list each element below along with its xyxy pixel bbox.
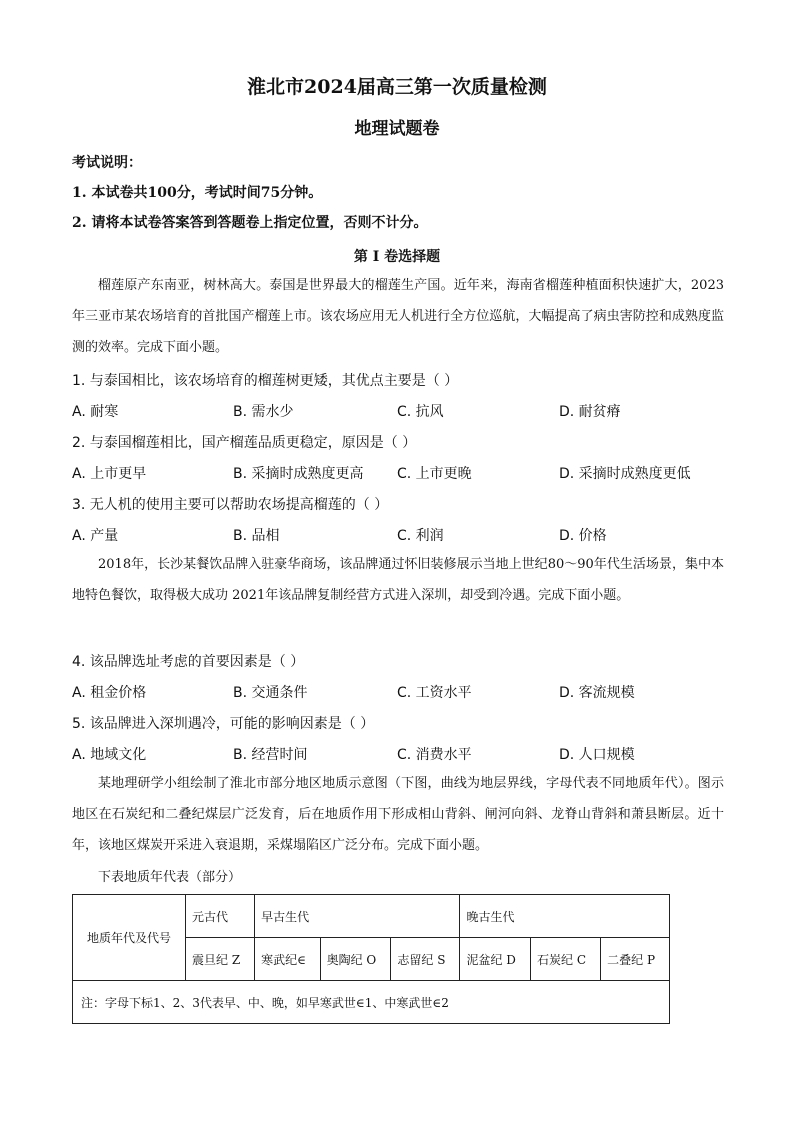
- option: B. 品相: [233, 528, 280, 544]
- option: B. 交通条件: [233, 685, 308, 701]
- page-title: 淮北市2024届高三第一次质量检测: [247, 76, 547, 98]
- option: A. 耐寒: [72, 404, 119, 420]
- option: C. 抗风: [397, 404, 444, 420]
- question-stem: 3. 无人机的使用主要可以帮助农场提高榴莲的（ ）: [72, 497, 389, 513]
- table-footnote: 注：字母下标1、2、3代表早、中、晚，如早寒武世∈1、中寒武世∈2: [73, 981, 670, 1024]
- option: D. 人口规模: [559, 747, 635, 763]
- period-cell: 二叠纪 P: [601, 938, 670, 981]
- option: C. 工资水平: [397, 685, 472, 701]
- instruction-item: 1. 本试卷共100分，考试时间75分钟。: [72, 185, 323, 201]
- period-cell: 寒武纪∈: [255, 938, 320, 981]
- period-cell: 志留纪 S: [391, 938, 460, 981]
- passage-durian: 榴莲原产东南亚，树林高大。泰国是世界最大的榴莲生产国。近年来，海南省榴莲种植面积快速扩大，2023年三亚市某农场培育的首批国产榴莲上市。该农场应用无人机进行全方位巡航，大幅提高了病虫害防控和成熟度监测的效率。完成下面小题。: [72, 278, 724, 355]
- instruction-item: 2. 请将本试卷答案答到答题卷上指定位置，否则不计分。: [72, 215, 428, 231]
- eon-cell: 元古代: [186, 895, 255, 938]
- table-caption: 下表地质年代表（部分）: [98, 870, 242, 885]
- passage-geology: 某地理研学小组绘制了淮北市部分地区地质示意图（下图，曲线为地层界线，字母代表不同地质年代）。图示地区在石炭纪和二叠纪煤层广泛发育，后在地质作用下形成相山背斜、闸河向斜、龙脊山背斜和萧县断层。近十年，该地区煤炭开采进入衰退期，采煤塌陷区广泛分布。完成下面小题。: [72, 776, 724, 853]
- period-cell: 奥陶纪 O: [320, 938, 391, 981]
- period-cell: 震旦纪 Z: [186, 938, 255, 981]
- question-stem: 1. 与泰国相比，该农场培育的榴莲树更矮，其优点主要是（ ）: [72, 373, 459, 389]
- table-row-header: 地质年代及代号: [73, 895, 186, 981]
- question-stem: 2. 与泰国榴莲相比，国产榴莲品质更稳定，原因是（ ）: [72, 435, 417, 451]
- passage-restaurant: 2018年，长沙某餐饮品牌入驻豪华商场，该品牌通过怀旧装修展示当地上世纪80～90年代生活场景，集中本地特色餐饮，取得极大成功 2021年该品牌复制经营方式进入深圳，却受到冷遇。完成下面小题。: [72, 557, 724, 603]
- option: B. 采摘时成熟度更高: [233, 466, 364, 482]
- option: A. 租金价格: [72, 685, 147, 701]
- section-title: 第 I 卷选择题: [353, 249, 441, 265]
- eon-cell: 晚古生代: [460, 895, 670, 938]
- option: D. 采摘时成熟度更低: [559, 466, 691, 482]
- instructions-heading: 考试说明：: [72, 155, 142, 171]
- period-cell: 石炭纪 C: [531, 938, 601, 981]
- period-cell: 泥盆纪 D: [460, 938, 531, 981]
- question-stem: 5. 该品牌进入深圳遇冷，可能的影响因素是（ ）: [72, 716, 375, 732]
- option: D. 客流规模: [559, 685, 635, 701]
- option: C. 利润: [397, 528, 444, 544]
- eon-cell: 早古生代: [255, 895, 460, 938]
- option: C. 上市更晚: [397, 466, 472, 482]
- option: B. 经营时间: [233, 747, 308, 763]
- option: A. 上市更早: [72, 466, 147, 482]
- option: B. 需水少: [233, 404, 294, 420]
- option: D. 价格: [559, 528, 607, 544]
- option: A. 地域文化: [72, 747, 147, 763]
- question-stem: 4. 该品牌选址考虑的首要因素是（ ）: [72, 654, 305, 670]
- page-subtitle: 地理试题卷: [354, 119, 440, 139]
- geologic-time-table: [72, 894, 670, 1024]
- option: A. 产量: [72, 528, 119, 544]
- option: C. 消费水平: [397, 747, 472, 763]
- option: D. 耐贫瘠: [559, 404, 621, 420]
